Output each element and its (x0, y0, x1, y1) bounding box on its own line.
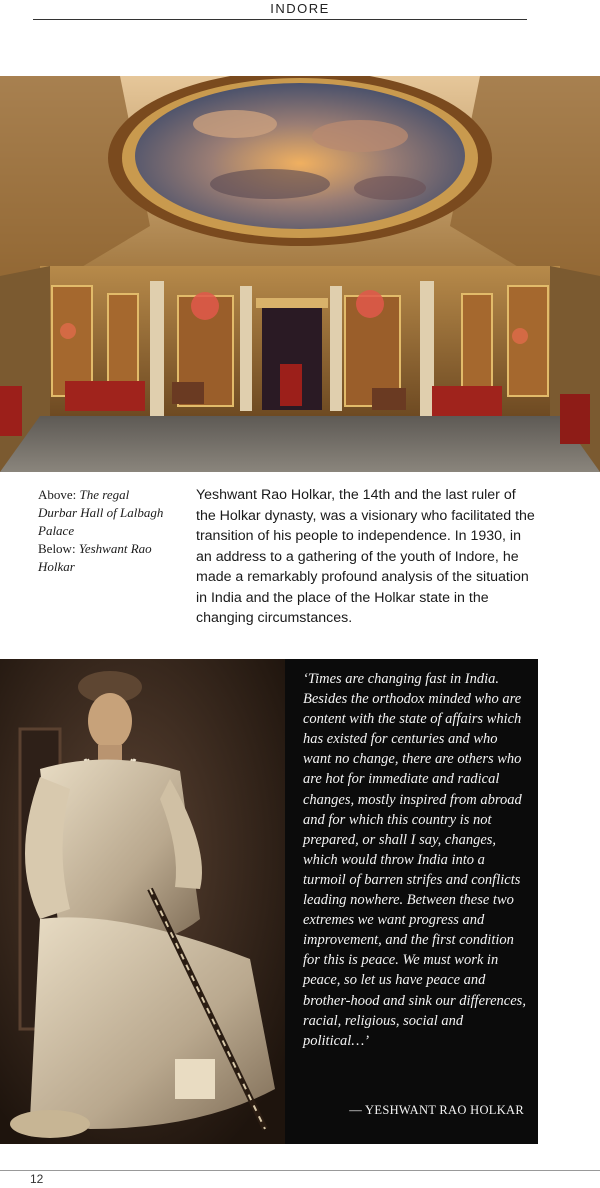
footer-rule (0, 1170, 600, 1171)
durbar-hall-photo (0, 76, 600, 472)
caption-below-label: Below: (38, 541, 76, 556)
caption-above-text: The regal Durbar Hall of Lalbagh Palace (38, 487, 164, 538)
page-number: 12 (30, 1172, 44, 1186)
quote-attribution: — YESHWANT RAO HOLKAR (349, 1103, 524, 1117)
durbar-hall-illustration (0, 76, 600, 472)
quote-text: ‘Times are changing fast in India. Besides the orthodox minded who are content with the state of affairs which has existed for centuries and who want no change, there are others who are hot for immediate and radical changes, mostly inspired from abroad and for which this country is not prepared, or shall I say, changes, which would throw India into a turmoil of barren strifes and conflicts leading nowhere. Between these two extremes we want progress and improvement, and the first condition for this is peace. We must work in peace, so let us have peace and brother-hood and sink our differences, racial, religious, social and political…’ (303, 671, 526, 1049)
caption-above-label: Above: (38, 487, 77, 502)
photo-caption (38, 486, 168, 576)
body-paragraph: Yeshwant Rao Holkar, the 14th and the last ruler of the Holkar dynasty, was a visionary who facilitated the transition of his people to independence. In 1930, in an address to a gathering of the youth of Indore, he made a remarkably profound analysis of the situation in India and the place of the Holkar state in the changing circumstances. (196, 487, 535, 626)
portrait-illustration (0, 659, 285, 1144)
caption-below-text: Yeshwant Rao Holkar (38, 541, 152, 574)
header-rule (33, 19, 527, 20)
running-head: INDORE (270, 1, 330, 16)
portrait-photo (0, 659, 285, 1144)
quote-panel (285, 659, 538, 1144)
